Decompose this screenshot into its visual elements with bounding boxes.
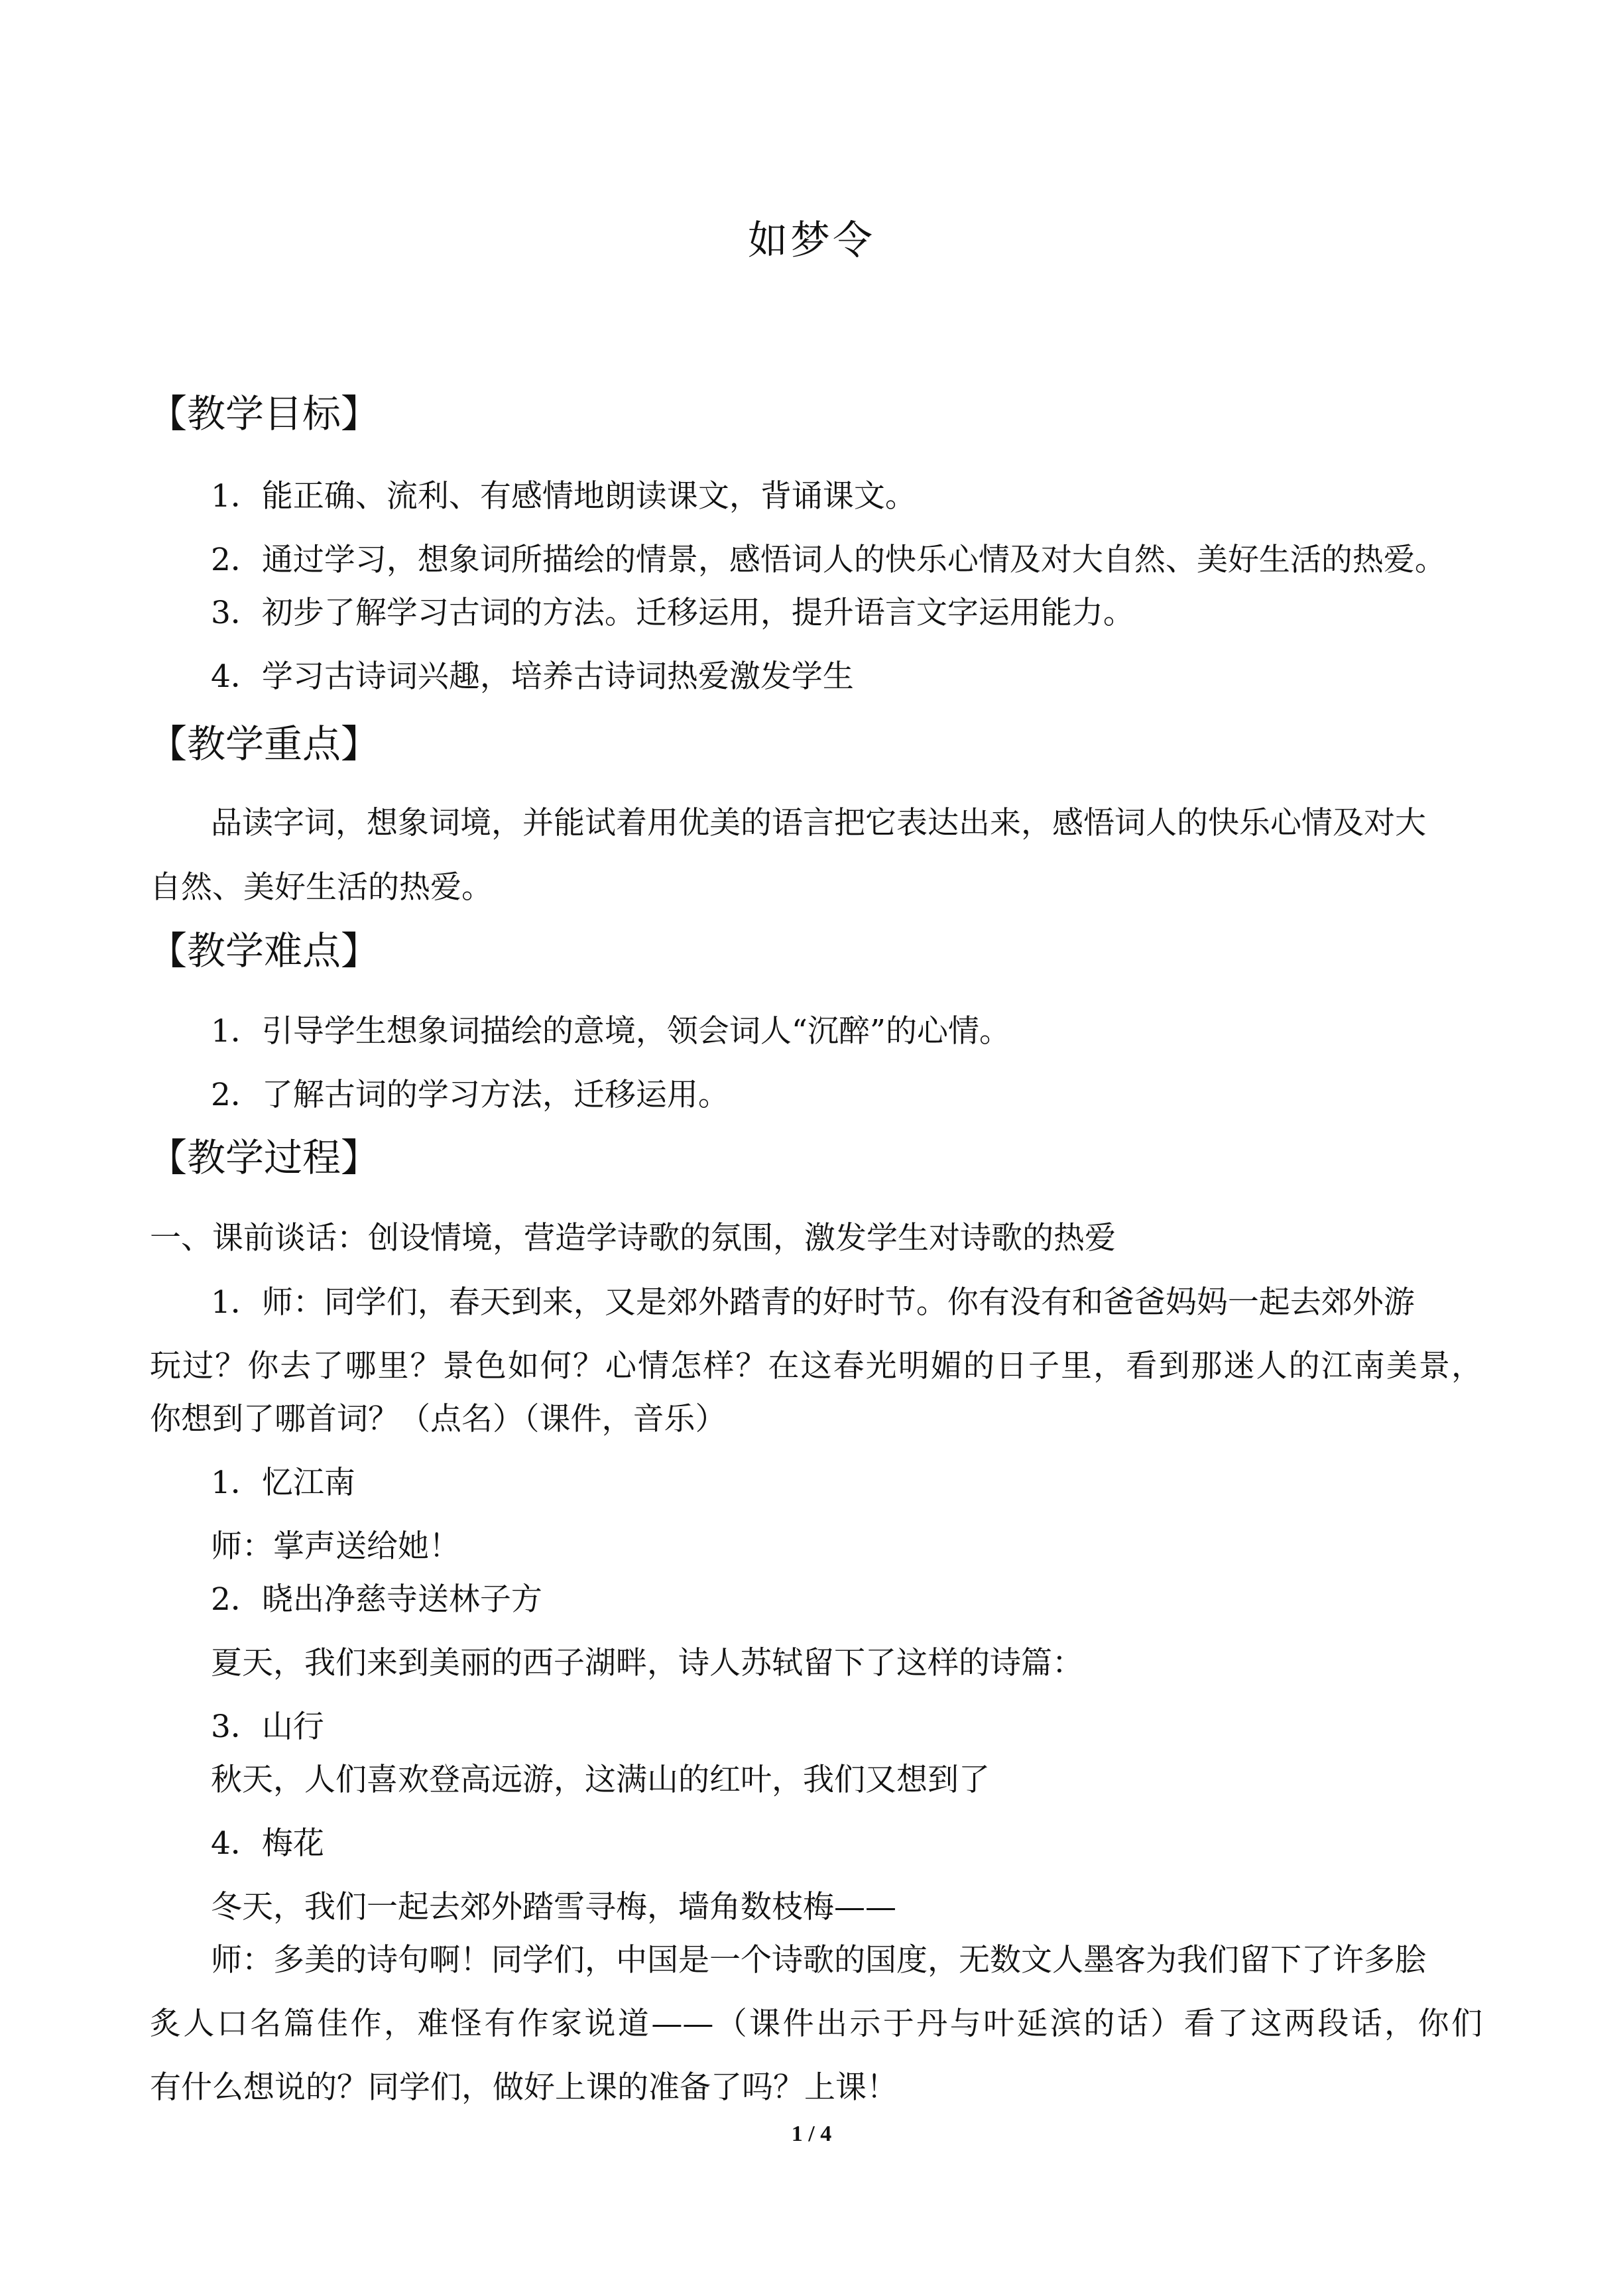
process-line: 炙人口名篇佳作，难怪有作家说道——（课件出示于丹与叶延滨的话）看了这两段话，你们 — [150, 2006, 1482, 2042]
process-line: 冬天，我们一起去郊外踏雪寻梅，墙角数枝梅—— — [211, 1889, 896, 1925]
difficulty-item: 1．引导学生想象词描绘的意境，领会词人“沉醉”的心情。 — [211, 1013, 1010, 1050]
objective-item: 1．能正确、流利、有感情地朗读课文，背诵课文。 — [211, 478, 916, 514]
objective-item: 2．通过学习，想象词所描绘的情景，感悟词人的快乐心情及对大自然、美好生活的热爱。 — [211, 542, 1446, 578]
difficulty-item: 2．了解古词的学习方法，迁移运用。 — [211, 1077, 729, 1113]
process-line: 1．师：同学们，春天到来，又是郊外踏青的好时节。你有没有和爸爸妈妈一起去郊外游 — [211, 1284, 1415, 1321]
section-heading-objectives: 【教学目标】 — [149, 391, 380, 436]
process-line: 秋天，人们喜欢登高远游，这满山的红叶，我们又想到了 — [211, 1762, 990, 1798]
process-line: 你想到了哪首词？（点名）（课件，音乐） — [150, 1401, 727, 1437]
process-line: 3．山行 — [211, 1709, 324, 1745]
process-line: 1．忆江南 — [211, 1465, 355, 1501]
section-heading-process: 【教学过程】 — [149, 1135, 380, 1180]
process-line: 师：掌声送给她！ — [211, 1528, 460, 1565]
process-line: 4．梅花 — [211, 1825, 324, 1862]
process-line: 一、课前谈话：创设情境，营造学诗歌的氛围，激发学生对诗歌的热爱 — [150, 1220, 1116, 1256]
process-line: 2．晓出净慈寺送林子方 — [211, 1581, 542, 1618]
process-line: 玩过？你去了哪里？景色如何？心情怎样？在这春光明媚的日子里，看到那迷人的江南美景， — [150, 1348, 1482, 1384]
section-heading-key-points: 【教学重点】 — [149, 721, 380, 766]
section-heading-difficulties: 【教学难点】 — [149, 928, 380, 973]
process-line: 夏天，我们来到美丽的西子湖畔，诗人苏轼留下了这样的诗篇： — [211, 1645, 1083, 1681]
process-line: 有什么想说的？同学们，做好上课的准备了吗？上课！ — [150, 2069, 898, 2106]
page-title: 如梦令 — [748, 217, 875, 264]
key-points-text: 自然、美好生活的热爱。 — [150, 869, 493, 906]
process-line: 师：多美的诗句啊！同学们，中国是一个诗歌的国度，无数文人墨客为我们留下了许多脍 — [211, 1942, 1426, 1978]
page-number: 1 / 4 — [791, 2122, 832, 2146]
objective-item: 4．学习古诗词兴趣，培养古诗词热爱激发学生 — [211, 658, 854, 695]
objective-item: 3．初步了解学习古词的方法。迁移运用，提升语言文字运用能力。 — [211, 595, 1134, 631]
key-points-text: 品读字词，想象词境，并能试着用优美的语言把它表达出来，感悟词人的快乐心情及对大 — [211, 805, 1426, 841]
